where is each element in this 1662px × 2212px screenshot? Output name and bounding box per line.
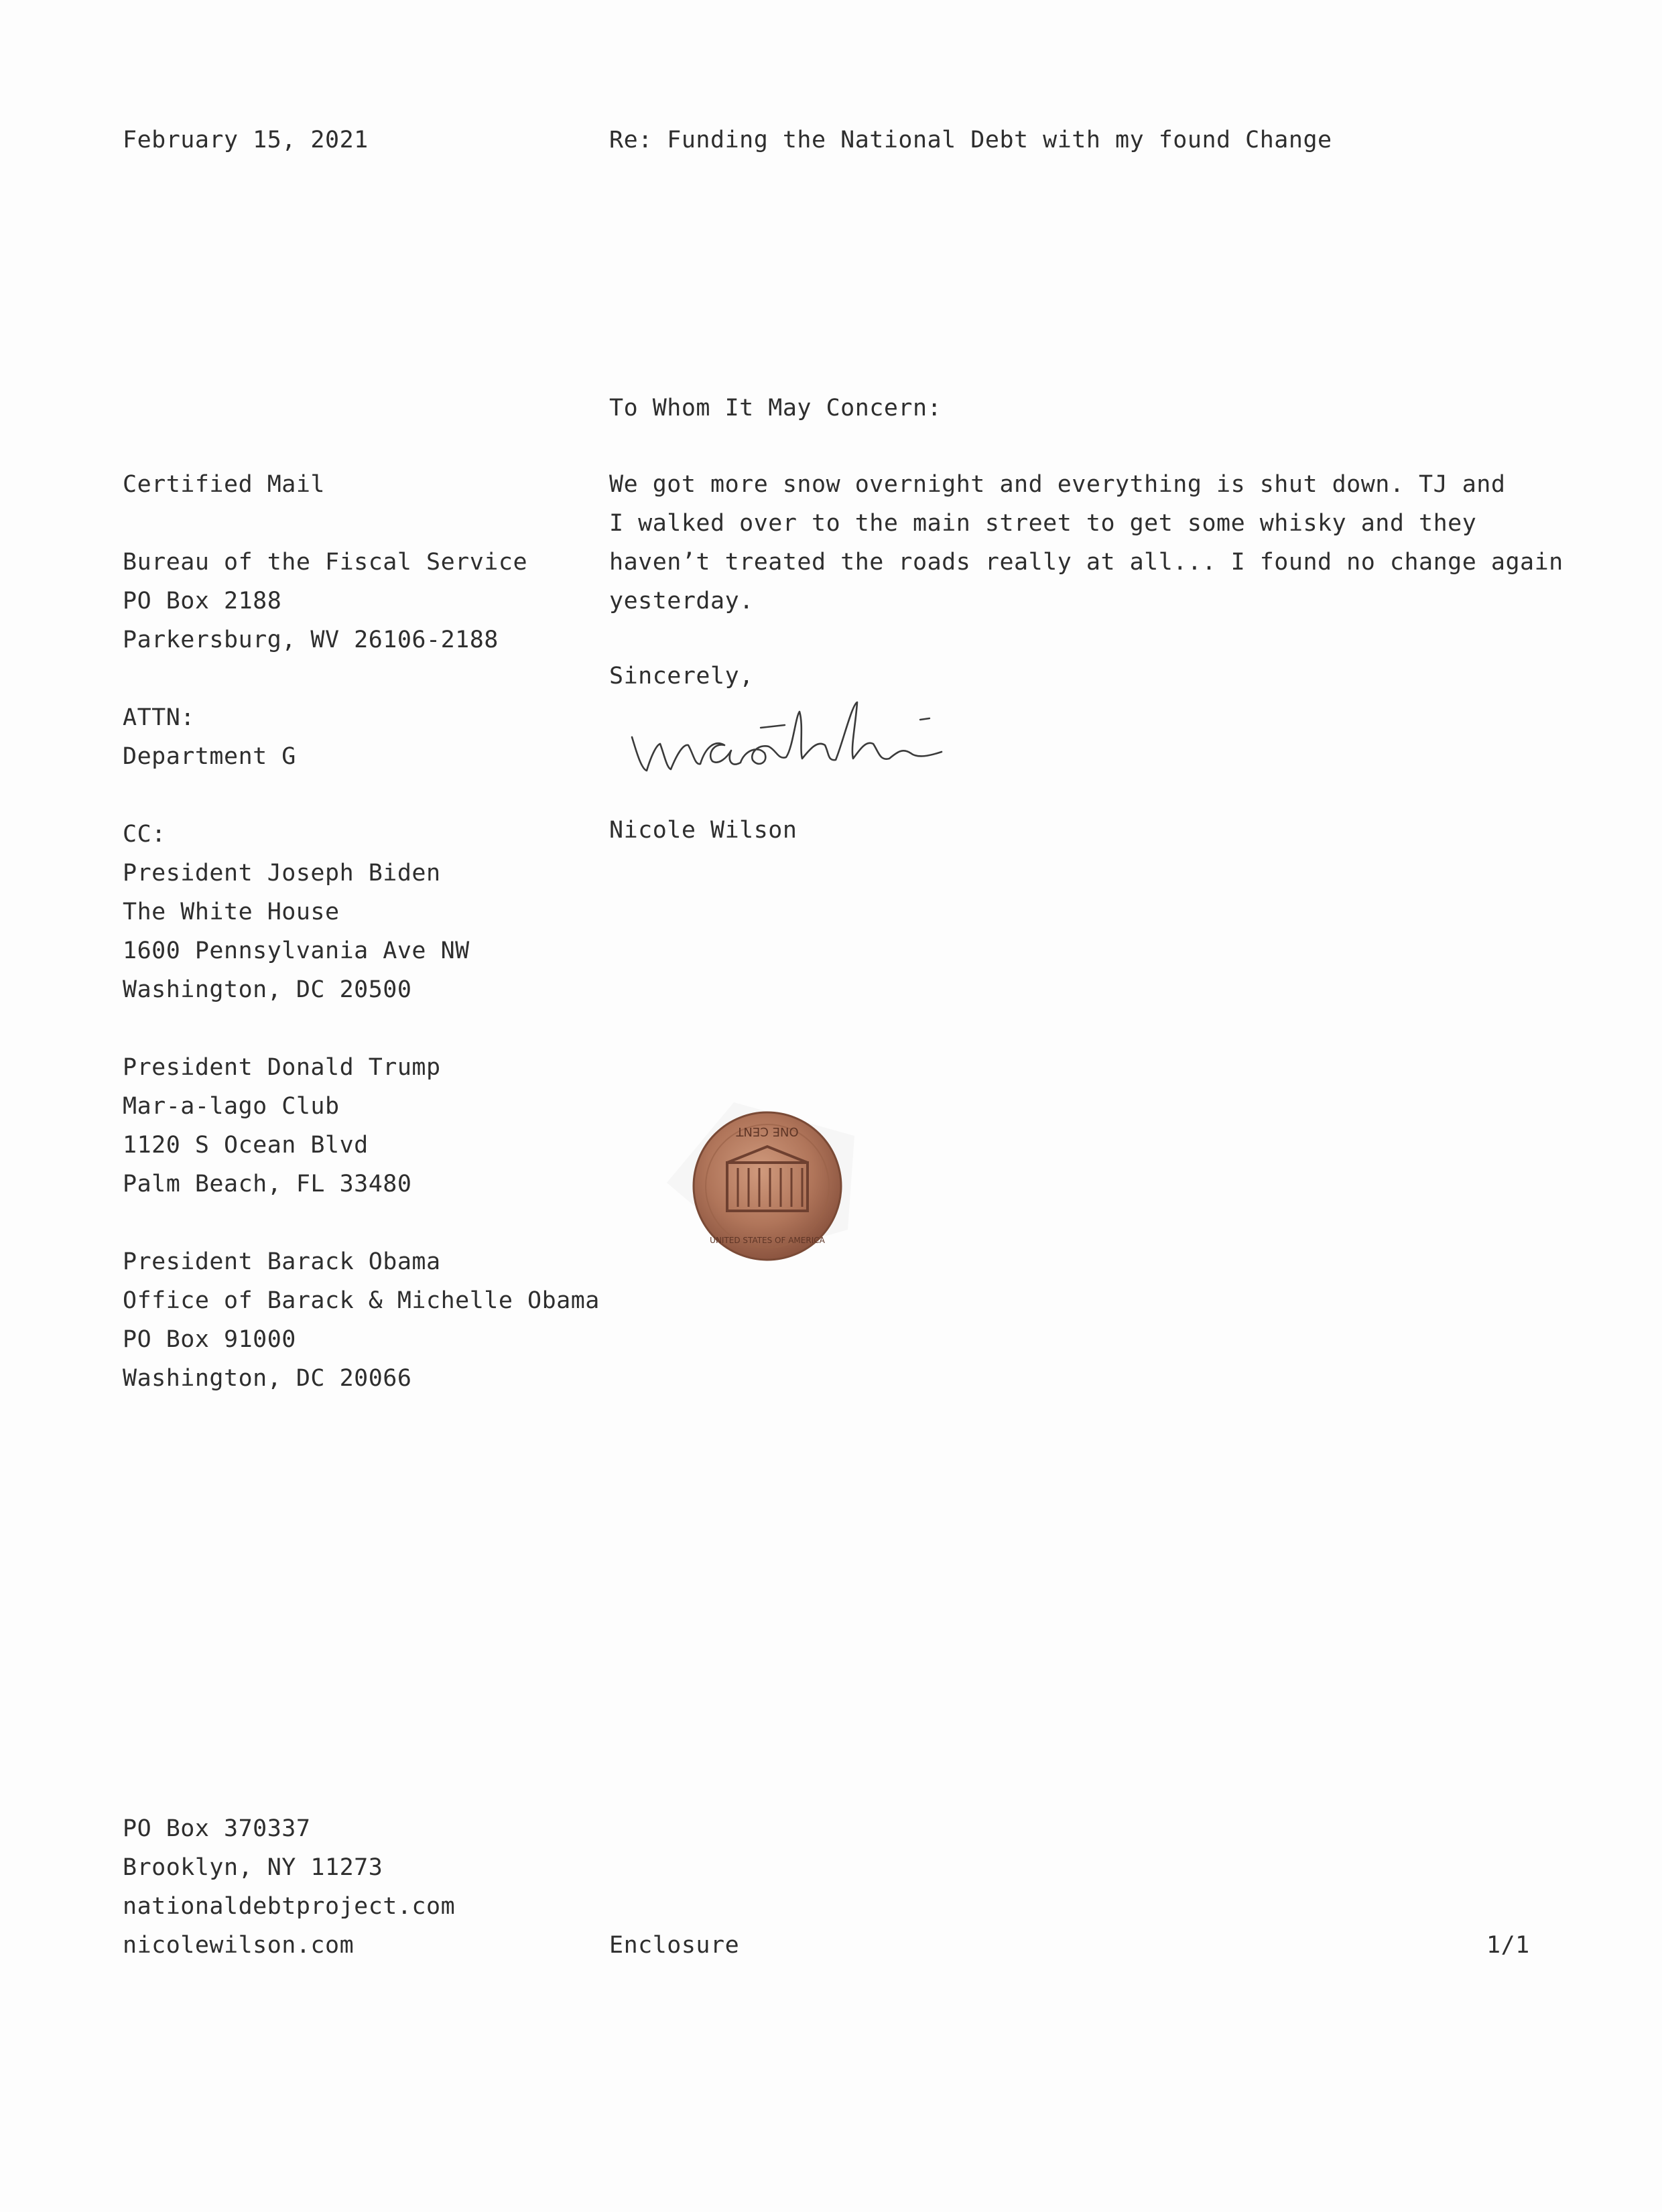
cc-entry-line: President Barack Obama [123,1248,441,1275]
attn-label: ATTN: [123,704,195,731]
attn-value: Department G [123,743,296,770]
coin-side-text: UNITED STATES OF AMERICA [710,1236,825,1245]
footer-website-link: nicolewilson.com [123,1932,355,1959]
footer-address-line: PO Box 370337 [123,1815,311,1842]
cc-entry-line: 1120 S Ocean Blvd [123,1132,369,1159]
cc-entry-line: Palm Beach, FL 33480 [123,1171,412,1197]
coin-top-text: ONE CENT [736,1124,799,1138]
mail-type: Certified Mail [123,471,326,498]
cc-entry-line: The White House [123,899,340,925]
letter-date: February 15, 2021 [123,127,369,153]
cc-entry-line: PO Box 91000 [123,1326,296,1353]
cc-entry-line: Office of Barack & Michelle Obama [123,1287,600,1314]
penny-icon [653,1076,875,1277]
closing: Sincerely, [609,663,754,690]
footer-address [123,1809,455,1965]
cc-entry-line: President Joseph Biden [123,860,441,887]
body-line: yesterday. [609,588,754,614]
recipient-address-line: Bureau of the Fiscal Service [123,549,528,576]
enclosure-label: Enclosure [609,1932,740,1959]
cc-entry-line: Mar-a-lago Club [123,1093,340,1120]
cc-entry-line: Washington, DC 20066 [123,1365,412,1392]
page-number: 1/1 [1486,1932,1530,1959]
signer-name: Nicole Wilson [609,817,797,844]
cc-entry-line: 1600 Pennsylvania Ave NW [123,937,470,964]
cc-entry-line: Washington, DC 20500 [123,976,412,1003]
salutation: To Whom It May Concern: [609,395,942,421]
recipient-address-line: Parkersburg, WV 26106-2188 [123,627,499,653]
footer-address-line: Brooklyn, NY 11273 [123,1854,383,1881]
cc-entry-line: President Donald Trump [123,1054,441,1081]
body-line: We got more snow overnight and everything is shut down. TJ and [609,471,1506,498]
letter-body [609,465,1563,621]
recipient-column [123,465,600,1398]
body-line: haven’t treated the roads really at all... I found no change again [609,549,1563,576]
letter-subject: Re: Funding the National Debt with my found Change [609,127,1332,153]
recipient-address-line: PO Box 2188 [123,588,282,614]
signature-icon [627,690,962,791]
cc-label: CC: [123,821,166,848]
body-line: I walked over to the main street to get some whisky and they [609,510,1477,537]
footer-website-link: nationaldebtproject.com [123,1893,456,1920]
